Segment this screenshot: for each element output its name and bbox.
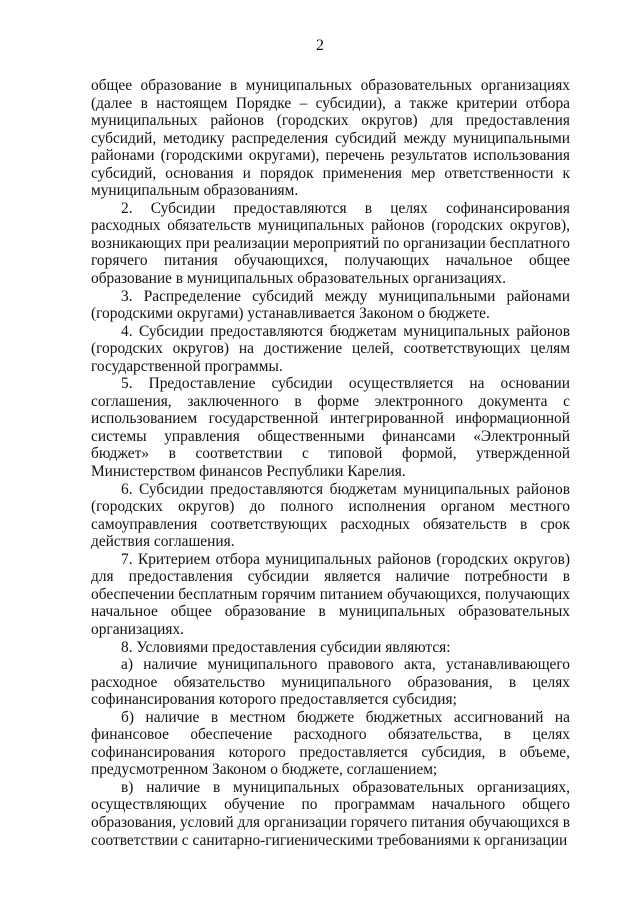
paragraph-4: 4. Субсидии предоставляются бюджетам муниципальных районов (городских округов) на достижение целей, соответствующих целям государственной программы. xyxy=(91,322,570,375)
paragraph-7: 7. Критерием отбора муниципальных районов (городских округов) для предоставления субсидии является наличие потребности в обеспечении бесплатным горячим питанием обучающихся, получающих начальное общее образование в муниципальных образовательных организациях. xyxy=(91,550,570,638)
paragraph-8-item-b: б) наличие в местном бюджете бюджетных ассигнований на финансовое обеспечение расходного обязательства, в целях софинансирования которого предоставляется субсидия, в объеме, предусмотренном Законом о бюджете, соглашением; xyxy=(91,708,570,779)
paragraph-8-item-v: в) наличие в муниципальных образовательных организациях, осуществляющих обучение по программам начального общего образования, условий для организации горячего питания обучающихся в соответствии с санитарно-гигиеническими требованиями к организации xyxy=(91,778,570,849)
paragraph-6: 6. Субсидии предоставляются бюджетам муниципальных районов (городских округов) до полного исполнения органом местного самоуправления соответствующих расходных обязательств в срок действия соглашения. xyxy=(91,480,570,551)
document-body xyxy=(91,77,570,849)
paragraph-2: 2. Субсидии предоставляются в целях софинансирования расходных обязательств муниципальных районов (городских округов), возникающих при реализации мероприятий по организации бесплатного горячего питания обучающихся, получающих начальное общее образование в муниципальных образовательных организациях. xyxy=(91,199,570,288)
paragraph-8-item-a: а) наличие муниципального правового акта, устанавливающего расходное обязательство муниципального образования, в целях софинансирования которого предоставляется субсидия; xyxy=(91,656,570,709)
paragraph-5: 5. Предоставление субсидии осуществляется на основании соглашения, заключенного в форме электронного документа с использованием государственной интегрированной информационной системы управления общественными финансами «Электронный бюджет» в соответствии с типовой формой, утвержденной Министерством финансов Республики Карелия. xyxy=(91,375,570,481)
page-number: 2 xyxy=(316,37,324,54)
paragraph-3: 3. Распределение субсидий между муниципальными районами (городскими округами) устанавливается Законом о бюджете. xyxy=(91,287,570,323)
paragraph-8: 8. Условиями предоставления субсидии являются: xyxy=(121,638,451,656)
paragraph-continuation: общее образование в муниципальных образовательных организациях (далее в настоящем Порядке – субсидии), а также критерии отбора муниципальных районов (городских округов) для предоставления субсидий, методику распределения субсидий между муниципальными районами (городскими округами), перечень результатов использования субсидий, основания и порядок применения мер ответственности к муниципальным образованиям. xyxy=(91,77,570,200)
